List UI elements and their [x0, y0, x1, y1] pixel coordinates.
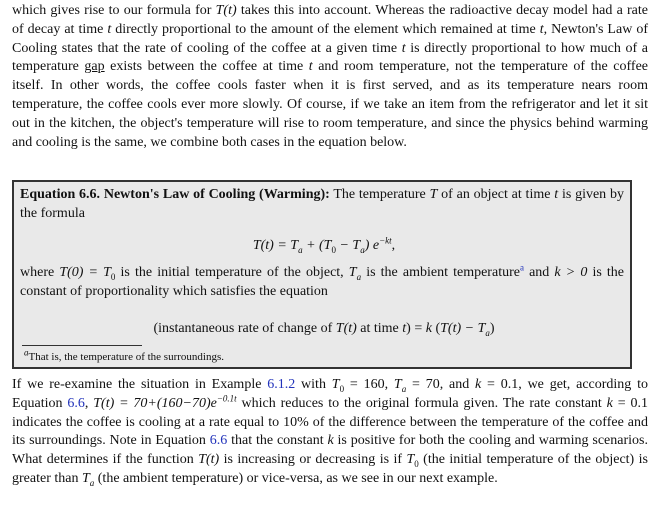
intro-paragraph: which gives rise to our formula for T(t) takes this into account. Whereas the radioactive decay model had a rate of decay at time t directly proportional to the amount of the element which remained at time t, Newton's Law of Cooling states that the rate of cooling of the coffee at a given time t is directly proportional to how much of a temperature gap exists between the coffee at time t and room temperature, not the temperature of the coffee itself. In other words, the coffee cools faster when it is first served, and as its temperature nears room temperature, the coffee cools ever more slowly. Of course, if we take an item from the refrigerator and let it sit out in the kitchen, the object's temperature will rise to room temperature, and since the physics behind warming and cooling is the same, we combine both cases in the equation below. — [12, 3, 649, 150]
footnote-divider — [22, 345, 142, 346]
where-paragraph: where $T(0) = T_0$ is the initial temperature of the object, $T_a$ is the ambient temperature$^a$ and k > 0 is the constant of proportionality which satisfies the equation — [20, 262, 625, 299]
equation-title: Equation 6.6. Newton's Law of Cooling (Warming): — [20, 187, 330, 202]
newton-formula: $T(t) = T_a + (T_0 - T_a)$ $e^{-kt}$, — [252, 235, 396, 255]
gap-emphasis: gap — [84, 59, 105, 75]
footnote-marker: a — [519, 262, 524, 273]
equation-statement: Equation 6.6. Newton's Law of Cooling (Warming): The temperature T of an object at time t is given by the formula — [20, 187, 624, 221]
footnote: $^a$That is, the temperature of the surroundings. — [24, 347, 225, 363]
example-link[interactable]: 6.1.2 — [267, 377, 296, 392]
equation-box — [12, 180, 632, 369]
equation-link-2[interactable]: 6.6 — [209, 433, 228, 449]
equation-link[interactable]: 6.6 — [67, 395, 85, 411]
rate-equation: (instantaneous rate of change of T(t) at time t) = k $(T(t) - T_a)$ — [153, 321, 495, 338]
outro-paragraph: If we re-examine the situation in Example 6.1.2 with $T_0 = 160$, $T_a = 70$, and k = 0.1, we get, according to Equation 6.6, $T(t) = 70+(160-70)e^{-0.1t}$ which reduces to the original formula given. The rate constant k = 0.1 indicates the coffee is cooling at a rate equal to 10% of the difference between the temperature of the coffee and its surroundings. Note in Equation 6.6 that the constant k is positive for both the cooling and warming scenarios. What determines if the function T(t) is increasing or decreasing is if $T_0$ (the initial temperature of the object) is greater than $T_a$ (the ambient temperature) or vice-versa, as we see in our next example. — [12, 377, 649, 488]
